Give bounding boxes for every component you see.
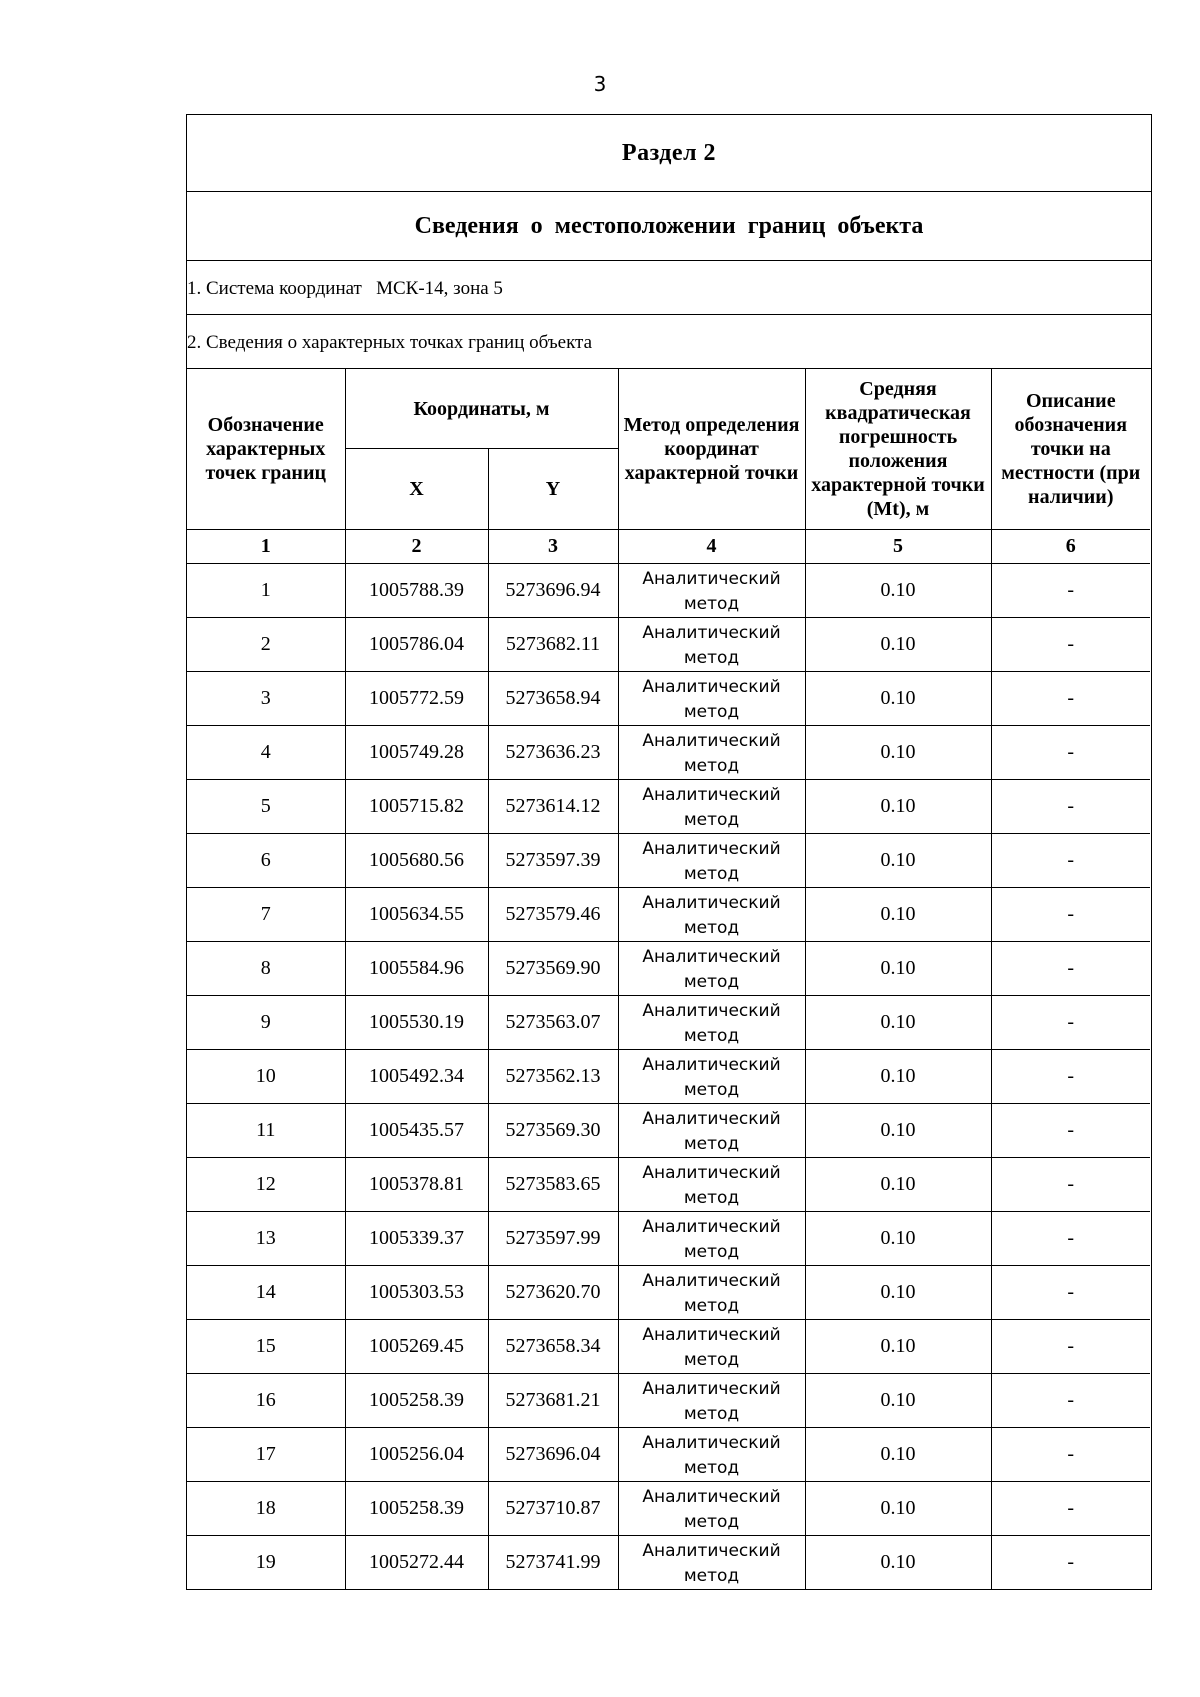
x-cell: 1005634.55	[345, 888, 488, 942]
x-cell: 1005530.19	[345, 996, 488, 1050]
table-row	[187, 618, 1150, 672]
table-row	[187, 672, 1150, 726]
method-line-1: Аналитический	[642, 1378, 781, 1399]
column-number-4: 4	[618, 530, 805, 564]
method-line-1: Аналитический	[642, 1000, 781, 1021]
point-cell: 14	[187, 1266, 345, 1320]
point-cell: 6	[187, 834, 345, 888]
description-cell: -	[991, 1212, 1150, 1266]
point-cell: 3	[187, 672, 345, 726]
y-cell: 5273563.07	[488, 996, 618, 1050]
error-cell: 0.10	[805, 1320, 991, 1374]
description-cell: -	[991, 1428, 1150, 1482]
description-cell: -	[991, 672, 1150, 726]
points-caption: 2. Сведения о характерных точках границ объекта	[187, 315, 1151, 369]
y-cell: 5273658.34	[488, 1320, 618, 1374]
table-row	[187, 888, 1150, 942]
method-cell	[618, 564, 805, 618]
method-cell	[618, 1050, 805, 1104]
y-cell: 5273741.99	[488, 1536, 618, 1590]
x-cell: 1005303.53	[345, 1266, 488, 1320]
y-cell: 5273710.87	[488, 1482, 618, 1536]
table-row	[187, 1428, 1150, 1482]
x-cell: 1005680.56	[345, 834, 488, 888]
description-cell: -	[991, 780, 1150, 834]
description-cell: -	[991, 888, 1150, 942]
description-cell: -	[991, 1536, 1150, 1590]
header-designation-text: Обозначение характерных точек границ	[205, 414, 326, 484]
method-line-2: метод	[683, 1079, 740, 1100]
method-line-2: метод	[683, 863, 740, 884]
description-cell: -	[991, 942, 1150, 996]
description-cell: -	[991, 1320, 1150, 1374]
y-cell: 5273682.11	[488, 618, 618, 672]
point-cell: 15	[187, 1320, 345, 1374]
point-cell: 19	[187, 1536, 345, 1590]
point-cell: 9	[187, 996, 345, 1050]
method-line-1: Аналитический	[642, 622, 781, 643]
method-cell	[618, 780, 805, 834]
method-cell	[618, 1158, 805, 1212]
point-cell: 5	[187, 780, 345, 834]
description-cell: -	[991, 834, 1150, 888]
method-cell	[618, 1212, 805, 1266]
method-line-2: метод	[683, 971, 740, 992]
y-cell: 5273636.23	[488, 726, 618, 780]
table-header-row-1	[187, 369, 1150, 449]
table-row	[187, 1482, 1150, 1536]
y-cell: 5273562.13	[488, 1050, 618, 1104]
error-cell: 0.10	[805, 1266, 991, 1320]
method-line-1: Аналитический	[642, 730, 781, 751]
method-line-1: Аналитический	[642, 1324, 781, 1345]
error-cell: 0.10	[805, 1104, 991, 1158]
x-cell: 1005272.44	[345, 1536, 488, 1590]
method-line-1: Аналитический	[642, 1108, 781, 1129]
header-x: X	[345, 449, 488, 530]
point-cell: 8	[187, 942, 345, 996]
x-cell: 1005772.59	[345, 672, 488, 726]
table-row	[187, 834, 1150, 888]
description-cell: -	[991, 1374, 1150, 1428]
method-cell	[618, 942, 805, 996]
page-number: 3	[593, 72, 607, 96]
column-number-5: 5	[805, 530, 991, 564]
column-number-6: 6	[991, 530, 1150, 564]
x-cell: 1005378.81	[345, 1158, 488, 1212]
description-cell: -	[991, 618, 1150, 672]
x-cell: 1005269.45	[345, 1320, 488, 1374]
x-cell: 1005584.96	[345, 942, 488, 996]
points-table-wrapper	[187, 369, 1151, 1590]
method-line-1: Аналитический	[642, 1270, 781, 1291]
description-cell: -	[991, 1266, 1150, 1320]
header-coordinates: Координаты, м	[345, 369, 618, 449]
method-cell	[618, 1266, 805, 1320]
table-row	[187, 726, 1150, 780]
method-line-1: Аналитический	[642, 838, 781, 859]
x-cell: 1005749.28	[345, 726, 488, 780]
table-row	[187, 996, 1150, 1050]
x-cell: 1005339.37	[345, 1212, 488, 1266]
method-cell	[618, 672, 805, 726]
method-line-2: метод	[683, 1349, 740, 1370]
method-line-2: метод	[683, 1241, 740, 1262]
method-line-2: метод	[683, 1403, 740, 1424]
y-cell: 5273696.04	[488, 1428, 618, 1482]
y-cell: 5273569.90	[488, 942, 618, 996]
method-line-2: метод	[683, 1457, 740, 1478]
method-line-2: метод	[683, 647, 740, 668]
error-cell: 0.10	[805, 888, 991, 942]
method-cell	[618, 1320, 805, 1374]
x-cell: 1005492.34	[345, 1050, 488, 1104]
point-cell: 18	[187, 1482, 345, 1536]
method-line-2: метод	[683, 1187, 740, 1208]
method-line-2: метод	[683, 809, 740, 830]
description-cell: -	[991, 1158, 1150, 1212]
y-cell: 5273597.39	[488, 834, 618, 888]
table-row	[187, 1158, 1150, 1212]
y-cell: 5273579.46	[488, 888, 618, 942]
header-method: Метод определения координат характерной точки	[618, 369, 805, 530]
error-cell: 0.10	[805, 1536, 991, 1590]
header-description: Описание обозначения точки на местности (при наличии)	[991, 369, 1150, 530]
coordinate-system-line	[187, 261, 1151, 315]
method-cell	[618, 726, 805, 780]
header-designation	[187, 369, 345, 530]
error-cell: 0.10	[805, 1212, 991, 1266]
error-cell: 0.10	[805, 1482, 991, 1536]
table-row	[187, 1050, 1150, 1104]
method-cell	[618, 834, 805, 888]
section-title: Сведения о местоположении границ объекта	[187, 192, 1151, 261]
error-cell: 0.10	[805, 726, 991, 780]
x-cell: 1005258.39	[345, 1374, 488, 1428]
method-cell	[618, 1536, 805, 1590]
x-cell: 1005786.04	[345, 618, 488, 672]
table-row	[187, 1266, 1150, 1320]
method-line-2: метод	[683, 593, 740, 614]
point-cell: 1	[187, 564, 345, 618]
method-line-1: Аналитический	[642, 946, 781, 967]
column-number-1: 1	[187, 530, 345, 564]
header-y: Y	[488, 449, 618, 530]
point-cell: 4	[187, 726, 345, 780]
point-cell: 16	[187, 1374, 345, 1428]
error-cell: 0.10	[805, 942, 991, 996]
method-cell	[618, 1482, 805, 1536]
description-cell: -	[991, 564, 1150, 618]
method-cell	[618, 1374, 805, 1428]
point-cell: 12	[187, 1158, 345, 1212]
description-cell: -	[991, 726, 1150, 780]
y-cell: 5273597.99	[488, 1212, 618, 1266]
method-cell	[618, 1428, 805, 1482]
method-line-1: Аналитический	[642, 892, 781, 913]
coordinate-system-value: МСК-14, зона 5	[376, 278, 503, 299]
method-line-2: метод	[683, 755, 740, 776]
table-row	[187, 942, 1150, 996]
table-row	[187, 1104, 1150, 1158]
error-cell: 0.10	[805, 1158, 991, 1212]
table-row	[187, 780, 1150, 834]
x-cell: 1005788.39	[345, 564, 488, 618]
method-line-1: Аналитический	[642, 1216, 781, 1237]
y-cell: 5273620.70	[488, 1266, 618, 1320]
method-line-2: метод	[683, 1133, 740, 1154]
description-cell: -	[991, 996, 1150, 1050]
table-row	[187, 564, 1150, 618]
y-cell: 5273569.30	[488, 1104, 618, 1158]
method-line-1: Аналитический	[642, 1486, 781, 1507]
y-cell: 5273681.21	[488, 1374, 618, 1428]
error-cell: 0.10	[805, 780, 991, 834]
error-cell: 0.10	[805, 564, 991, 618]
error-cell: 0.10	[805, 1050, 991, 1104]
table-row	[187, 1536, 1150, 1590]
error-cell: 0.10	[805, 1428, 991, 1482]
method-line-2: метод	[683, 1511, 740, 1532]
description-cell: -	[991, 1104, 1150, 1158]
x-cell: 1005256.04	[345, 1428, 488, 1482]
header-error: Средняя квадратическая погрешность положения характерной точки (Mt), м	[805, 369, 991, 530]
section-frame	[186, 114, 1152, 1590]
description-cell: -	[991, 1482, 1150, 1536]
point-cell: 17	[187, 1428, 345, 1482]
method-cell	[618, 618, 805, 672]
method-line-1: Аналитический	[642, 784, 781, 805]
column-number-row	[187, 530, 1150, 564]
section-heading: Раздел 2	[187, 115, 1151, 192]
error-cell: 0.10	[805, 672, 991, 726]
table-row	[187, 1320, 1150, 1374]
method-line-1: Аналитический	[642, 568, 781, 589]
column-number-2: 2	[345, 530, 488, 564]
point-cell: 11	[187, 1104, 345, 1158]
method-line-1: Аналитический	[642, 1540, 781, 1561]
x-cell: 1005715.82	[345, 780, 488, 834]
y-cell: 5273696.94	[488, 564, 618, 618]
table-row	[187, 1374, 1150, 1428]
method-line-2: метод	[683, 1025, 740, 1046]
error-cell: 0.10	[805, 996, 991, 1050]
method-line-1: Аналитический	[642, 1432, 781, 1453]
method-cell	[618, 996, 805, 1050]
method-line-2: метод	[683, 1295, 740, 1316]
error-cell: 0.10	[805, 1374, 991, 1428]
coordinate-system-label: 1. Система координат	[187, 278, 362, 299]
point-cell: 10	[187, 1050, 345, 1104]
table-row	[187, 1212, 1150, 1266]
method-line-2: метод	[683, 701, 740, 722]
description-cell: -	[991, 1050, 1150, 1104]
x-cell: 1005435.57	[345, 1104, 488, 1158]
y-cell: 5273583.65	[488, 1158, 618, 1212]
method-line-2: метод	[683, 917, 740, 938]
y-cell: 5273658.94	[488, 672, 618, 726]
point-cell: 13	[187, 1212, 345, 1266]
x-cell: 1005258.39	[345, 1482, 488, 1536]
coordinate-system-gap	[362, 278, 376, 300]
point-cell: 7	[187, 888, 345, 942]
method-cell	[618, 1104, 805, 1158]
method-line-1: Аналитический	[642, 676, 781, 697]
method-line-2: метод	[683, 1565, 740, 1586]
method-line-1: Аналитический	[642, 1162, 781, 1183]
error-cell: 0.10	[805, 618, 991, 672]
points-table	[187, 369, 1150, 1589]
point-cell: 2	[187, 618, 345, 672]
error-cell: 0.10	[805, 834, 991, 888]
method-cell	[618, 888, 805, 942]
y-cell: 5273614.12	[488, 780, 618, 834]
column-number-3: 3	[488, 530, 618, 564]
method-line-1: Аналитический	[642, 1054, 781, 1075]
